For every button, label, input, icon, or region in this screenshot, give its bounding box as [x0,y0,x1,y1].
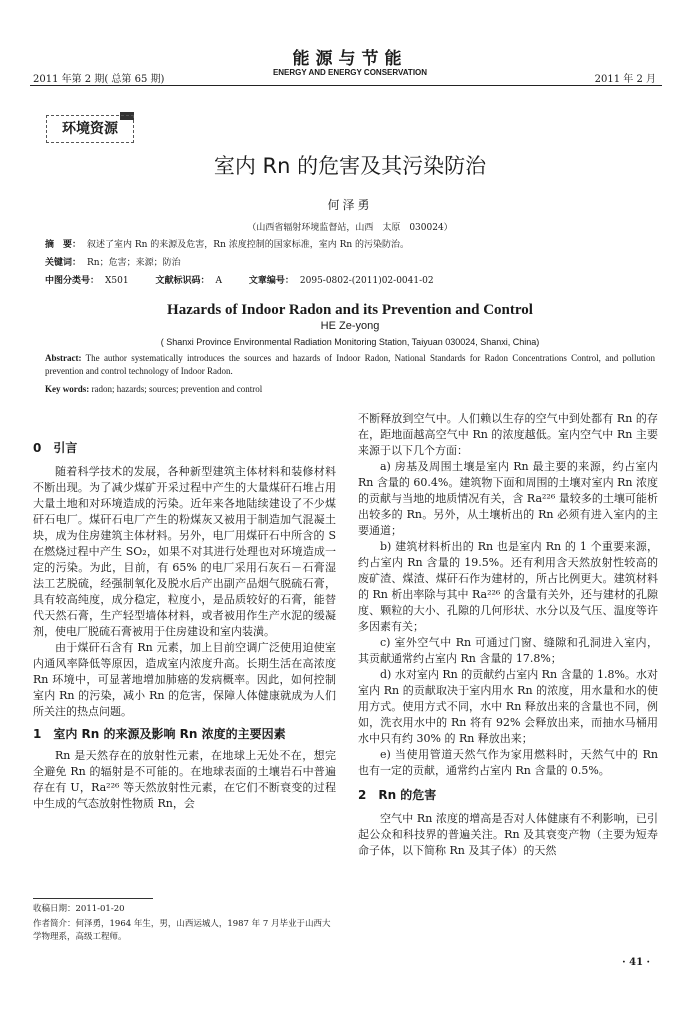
doc-code-label: 文献标识码： [155,276,210,286]
abstract-en [45,352,655,378]
keywords-cn [45,257,181,270]
affiliation-en: ( Shanxi Province Environmental Radiation Monitoring Station, Taiyuan 030024, Shanxi, China) [160,337,540,347]
keywords-en-text: radon; hazards; sources; prevention and control [89,384,263,394]
issue-date: 2011 年 2 月 [594,74,656,85]
article-title-cn: 室内 Rn 的危害及其污染防治 [213,154,487,178]
keywords-cn-text: Rn；危害；来源；防治 [87,258,181,268]
paragraph: 由于煤矸石含有 Rn 元素，加上目前空调广泛使用迫使室内通风率降低等原因，造成室内浓度升高。长期生活在高浓度 Rn 环境中，可显著地增加肺癌的发病概率。因此，如何控制室内 Rn 的污染，减小 Rn 的危害，保障人体健康就成为人们所关注的热点问题。 [33,641,336,718]
section-heading-0: 0 引言 [33,441,78,455]
footnote-received: 收稿日期：2011-01-20 [33,904,125,914]
body-column-left [33,440,336,812]
clc-value: X501 [105,276,129,286]
abstract-en-label: Abstract: [45,353,82,363]
doc-code-value: A [215,276,222,286]
paragraph: 不断释放到空气中。人们赖以生存的空气中到处都有 Rn 的存在，距地面越高空气中 Rn 的浓度越低。室内空气中 Rn 主要来源于以下几个方面： [358,412,658,457]
list-item: b) 建筑材料析出的 Rn 也是室内 Rn 的 1 个重要来源，约占室内 Rn 含量的 19.5%。还有利用含天然放射性较高的废矿渣、煤渣、煤矸石作为建材的，所占比例更大。建筑材料的 Rn 析出率除与其中 Ra²²⁶ 的含量有关外，还与建材的孔隙度、颗粒的大小、孔隙的几何形状、水分以及气压、温度等许多因素有关； [358,540,658,633]
abstract-cn-text: 叙述了室内 Rn 的来源及危害，Rn 浓度控制的国家标准，室内 Rn 的污染防治。 [87,240,410,250]
section-heading-2: 2 Rn 的危害 [358,788,437,802]
footnote-author: 作者简介：何泽勇，1964 年生，男，山西运城人，1987 年 7 月毕业于山西大学物理系，高级工程师。 [33,919,331,942]
list-item: c) 室外空气中 Rn 可通过门窗、缝隙和孔洞进入室内，其贡献通常约占室内 Rn 含量的 17.8%； [358,636,658,665]
keywords-cn-label: 关键词： [45,258,82,268]
affiliation-cn: （山西省辐射环境监督站，山西 太原 030024） [247,223,453,233]
article-no-value: 2095-0802-(2011)02-0041-02 [299,276,434,286]
section-tag: 环境资源 [46,115,134,143]
header-rule [30,85,662,86]
page-number: · 41 · [622,957,650,968]
abstract-cn-label: 摘 要： [45,240,82,250]
journal-title-cn: 能源与节能 [292,49,408,69]
article-title-en: Hazards of Indoor Radon and its Prevention and Control [167,302,533,318]
paragraph: 空气中 Rn 浓度的增高是否对人体健康有不利影响，已引起公众和科技界的普遍关注。Rn 及其衰变产物（主要为短寿命子体，以下简称 Rn 及其子体）的天然 [358,812,658,857]
abstract-cn [45,239,409,252]
journal-title-en: ENERGY AND ENERGY CONSERVATION [272,68,428,77]
list-item: a) 房基及周围土壤是室内 Rn 最主要的来源，约占室内 Rn 含量的 60.4%。建筑物下面和周围的土壤对室内 Rn 浓度的贡献与当地的地质情况有关，含 Ra²²⁶ 量较多的土壤可能析出较多的 Rn。另外，从土壤析出的 Rn 必须有进入室内的主要通道； [358,460,658,537]
list-item: d) 水对室内 Rn 的贡献约占室内 Rn 含量的 1.8%。水对室内 Rn 的贡献取决于室内用水 Rn 的浓度，用水量和水的使用方式。使用方式不同，水中 Rn 释放出来的含量也不同，例如，洗衣用水中的 Rn 将有 92% 会释放出来，而抽水马桶用水中只有约 30% 的 Rn 释放出来； [358,668,658,745]
paragraph: 随着科学技术的发展，各种新型建筑主体材料和装修材料不断出现。为了减少煤矿开采过程中产生的大量煤矸石堆占用大量土地和对环境造成的污染。近年来各地陆续建设了不少煤矸石电厂。煤矸石电厂产生的粉煤灰又被用于制造加气混凝土块，成为住房建筑主体材料。另外，电厂用煤矸石中所含的 S 在燃烧过程中产生 SO₂，如果不对其进行处理也对环境造成一定的污染。为此，目前，有 65% 的电厂采用石灰石－石膏湿法工艺脱硫，经强制氧化及脱水后产出副产品烟气脱硫石膏，具有较高纯度，成分稳定，粒度小，是品质较好的石膏，能替代天然石膏，生产轻型墙体材料，或者被用作生产水泥的缓凝剂，使电厂脱硫石膏被用于住房建设和室内装潢。 [33,465,336,638]
author-en: HE Ze-yong [320,320,380,332]
issue-info: 2011 年第 2 期( 总第 65 期) [33,74,165,85]
paragraph: Rn 是天然存在的放射性元素，在地球上无处不在，想完全避免 Rn 的辐射是不可能的。在地球表面的土壤岩石中普遍存在有 U，Ra²²⁶ 等天然放射性元素，在它们不断衰变的过程中生成的气态放射性物质 Rn，会 [33,749,336,810]
list-item: e) 当使用管道天然气作为家用燃料时，天然气中的 Rn 也有一定的贡献，通常约占室内 Rn 含量的 0.5%。 [358,748,658,777]
abstract-en-text: The author systematically introduces the sources and hazards of Indoor Radon, National Standards for Radon Concentrations Control, and pollution prevention and control technology of Indoor Radon. [45,353,655,376]
article-no-label: 文章编号： [248,276,294,286]
keywords-en-label: Key words: [45,384,90,394]
section-heading-1: 1 室内 Rn 的来源及影响 Rn 浓度的主要因素 [33,727,286,741]
footnote-rule [33,898,153,899]
classification-line [45,275,434,288]
body-column-right [358,411,658,859]
author-cn: 何泽勇 [327,198,373,212]
clc-label: 中图分类号： [45,276,100,286]
keywords-en [45,383,655,396]
